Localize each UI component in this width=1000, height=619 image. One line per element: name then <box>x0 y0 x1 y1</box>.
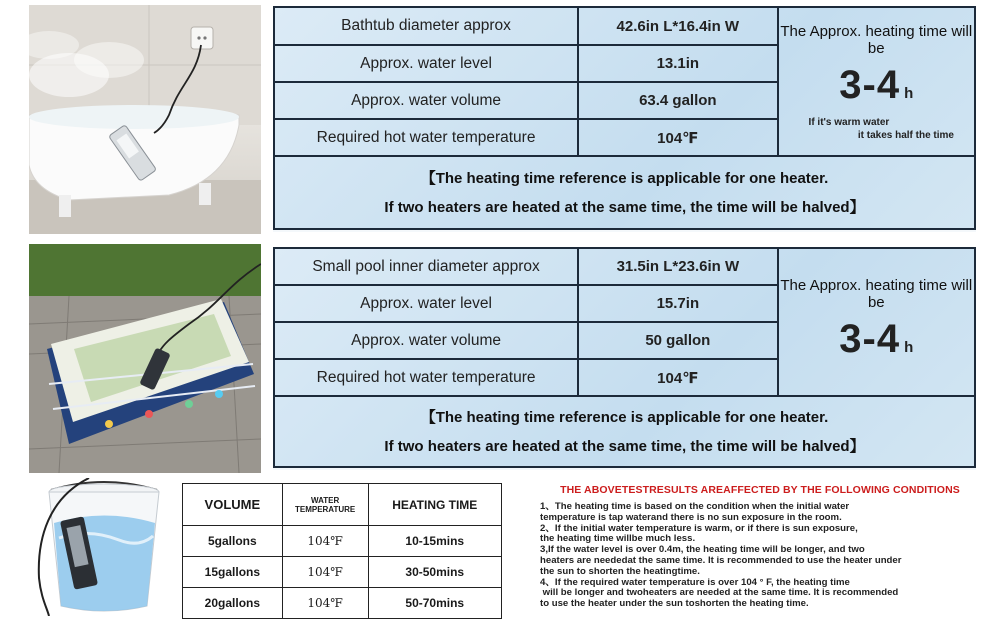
condition-line: heaters are neededat the same time. It is recommended to use the heater under <box>540 554 902 566</box>
heater-note-line-1: 【The heating time reference is applicable for one heater. <box>420 408 829 426</box>
heating-time-cell <box>778 7 975 156</box>
spec-value: 15.7in <box>578 285 777 322</box>
spec-value: 50 gallon <box>578 322 777 359</box>
spec-value: 13.1in <box>578 45 777 82</box>
condition-line: to use the heater under the sun toshorten the heating time. <box>540 598 809 610</box>
condition-line: 4、If the required water temperature is over 104 ° F, the heating time <box>540 576 850 588</box>
table-row <box>274 156 975 229</box>
heating-time-cell <box>778 248 975 396</box>
heater-note-line-2: If two heaters are heated at the same time, the time will be halved】 <box>384 198 865 216</box>
table-header-row <box>183 484 502 526</box>
heater-note <box>274 156 975 229</box>
heating-time-number: 3-4 <box>839 316 901 361</box>
temperature-cell: 104℉ <box>282 526 368 557</box>
warm-water-note: If it's warm water <box>808 117 890 128</box>
spec-label: Approx. water volume <box>274 82 578 119</box>
heating-time-table <box>182 483 502 619</box>
spec-value: 42.6in L*16.4in W <box>578 7 777 45</box>
condition-line: 1、The heating time is based on the condition when the initial water <box>540 501 850 512</box>
temperature-header-line-2: TEMPERATURE <box>294 504 356 514</box>
table-row <box>274 396 975 467</box>
table-row <box>183 588 502 619</box>
volume-cell: 20gallons <box>183 588 283 619</box>
spec-label: Approx. water level <box>274 45 578 82</box>
half-time-note: it takes half the time <box>857 130 954 141</box>
temperature-header-line-1: WATER <box>310 495 340 505</box>
condition-line: the sun to shorten the heatingtime. <box>540 565 700 577</box>
condition-line: temperature is tap waterand there is no sun exposure in the room. <box>540 511 842 523</box>
bucket-illustration <box>29 478 175 616</box>
pool-photo <box>29 244 261 473</box>
pool-spec-panel <box>273 247 976 470</box>
spec-label: Approx. water level <box>274 285 578 322</box>
heater-note-line-2: If two heaters are heated at the same time, the time will be halved】 <box>384 437 865 455</box>
bathtub-spec-table <box>273 6 976 230</box>
time-cell: 50-70mins <box>368 588 501 619</box>
table-row <box>183 526 502 557</box>
condition-line: 2、If the initial water temperature is warm, or if there is sun exposure, <box>540 522 858 534</box>
spec-label: Small pool inner diameter approx <box>274 248 578 285</box>
condition-line: 3,If the water level is over 0.4m, the heating time will be longer, and two <box>540 544 865 556</box>
heating-time-heading: The Approx. heating time will be <box>780 23 973 57</box>
heater-note <box>274 396 975 467</box>
heating-time-unit: h <box>904 85 914 102</box>
spec-label: Bathtub diameter approx <box>274 7 578 45</box>
volume-header: VOLUME <box>183 484 283 526</box>
temperature-cell: 104℉ <box>282 557 368 588</box>
bucket-photo <box>29 478 175 616</box>
temperature-header <box>282 484 368 526</box>
spec-label: Required hot water temperature <box>274 359 578 396</box>
condition-line: the heating time willbe much less. <box>540 533 696 545</box>
pool-illustration <box>29 244 261 473</box>
bathtub-spec-panel <box>273 6 976 232</box>
temperature-cell: 104℉ <box>282 588 368 619</box>
conditions-block <box>540 484 980 610</box>
bathtub-photo <box>29 5 261 234</box>
time-cell: 30-50mins <box>368 557 501 588</box>
conditions-list <box>540 502 980 610</box>
heating-time-heading: The Approx. heating time will be <box>780 276 973 311</box>
heating-time-value <box>779 63 974 116</box>
pool-spec-table <box>273 247 976 468</box>
table-row <box>183 557 502 588</box>
volume-cell: 5gallons <box>183 526 283 557</box>
volume-cell: 15gallons <box>183 557 283 588</box>
bathtub-illustration <box>29 5 261 234</box>
heater-note-line-1: 【The heating time reference is applicable for one heater. <box>420 169 829 187</box>
conditions-title: THE ABOVETESTRESULTS AREAFFECTED BY THE FOLLOWING CONDITIONS <box>560 484 960 496</box>
spec-value: 104℉ <box>578 119 777 156</box>
spec-label: Required hot water temperature <box>274 119 578 156</box>
heating-time-unit: h <box>904 338 914 356</box>
heating-time-header: HEATING TIME <box>368 484 501 526</box>
spec-value: 63.4 gallon <box>578 82 777 119</box>
spec-label: Approx. water volume <box>274 322 578 359</box>
heating-time-value <box>779 317 974 370</box>
condition-line: will be longer and twoheaters are needed at the same time. It is recommended <box>540 587 899 599</box>
table-row <box>274 248 975 285</box>
spec-value: 31.5in L*23.6in W <box>578 248 777 285</box>
table-row <box>274 7 975 45</box>
heating-time-number: 3-4 <box>839 63 901 107</box>
spec-value: 104℉ <box>578 359 777 396</box>
time-cell: 10-15mins <box>368 526 501 557</box>
